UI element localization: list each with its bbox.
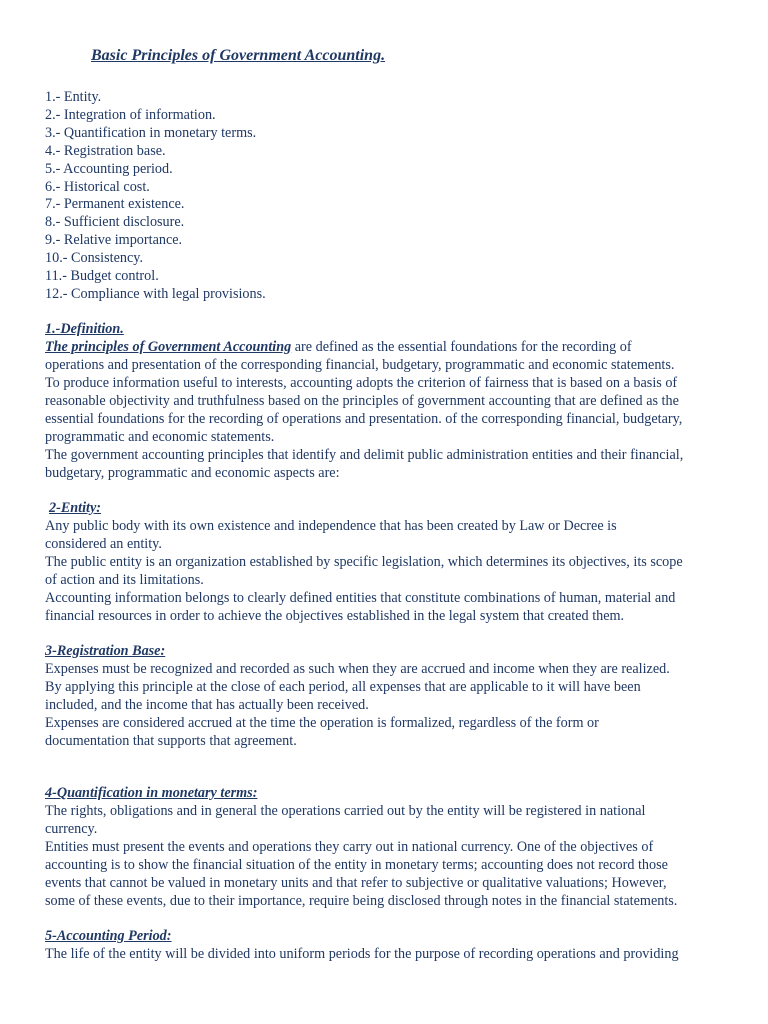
principles-list — [45, 89, 266, 304]
list-item: 1.- Entity. — [45, 89, 102, 105]
text-line: The rights, obligations and in general the operations carried out by the entity will be registered in national — [45, 803, 646, 819]
text-line: are defined as the essential foundations for the recording of — [291, 339, 632, 355]
accounting-period-section — [45, 927, 725, 963]
text-line: financial resources in order to achieve the objectives established in the legal system that created them. — [45, 608, 625, 624]
text-line: currency. — [45, 821, 98, 837]
list-item: 9.- Relative importance. — [45, 232, 183, 249]
list-item: 12.- Compliance with legal provisions. — [45, 285, 266, 302]
text-line: The government accounting principles that identify and delimit public administration entities and their financial, — [45, 447, 684, 463]
list-item: 2.- Integration of information. — [45, 106, 216, 123]
list-item: 7.- Permanent existence. — [45, 196, 185, 213]
text-line: accounting is to show the financial situation of the entity in monetary terms; accounting does not record those — [45, 857, 668, 873]
text-line: To produce information useful to interests, accounting adopts the criterion of fairness that is based on a basis of — [45, 375, 678, 391]
registration-heading: 3-Registration Base: — [45, 643, 166, 659]
quantification-section — [45, 784, 725, 910]
text-line: The public entity is an organization established by specific legislation, which determines its objectives, its scope — [45, 554, 683, 570]
quantification-paragraph — [45, 802, 725, 910]
list-item: 10.- Consistency. — [45, 250, 143, 267]
list-item: 3.- Quantification in monetary terms. — [45, 124, 257, 141]
text-line: essential foundations for the recording of operations and presentation. of the corresponding financial, budgetary, — [45, 411, 683, 427]
text-line: Accounting information belongs to clearly defined entities that constitute combinations of human, material and — [45, 590, 676, 606]
list-item: 8.- Sufficient disclosure. — [45, 214, 185, 231]
registration-paragraph — [45, 660, 725, 750]
text-line: considered an entity. — [45, 536, 162, 552]
definition-section — [45, 320, 725, 482]
quantification-heading: 4-Quantification in monetary terms: — [45, 785, 258, 801]
entity-heading: 2-Entity: — [49, 500, 102, 516]
text-line: included, and the income that has actually been received. — [45, 697, 369, 713]
definition-paragraph — [45, 338, 725, 482]
list-item: 4.- Registration base. — [45, 142, 166, 159]
list-item: 11.- Budget control. — [45, 268, 159, 285]
accounting-period-paragraph — [45, 945, 725, 963]
text-line: budgetary, programmatic and economic aspects are: — [45, 465, 340, 481]
text-line: of action and its limitations. — [45, 572, 204, 588]
definition-heading: 1.-Definition. — [45, 321, 124, 337]
text-line: Expenses must be recognized and recorded as such when they are accrued and income when they are realized. — [45, 661, 670, 677]
text-line: Entities must present the events and operations they carry out in national currency. One of the objectives of — [45, 839, 654, 855]
accounting-period-heading: 5-Accounting Period: — [45, 928, 172, 944]
text-line: programmatic and economic statements. — [45, 429, 275, 445]
text-line: events that cannot be valued in monetary units and that refer to subjective or qualitative valuations; However, — [45, 875, 667, 891]
text-line: some of these events, due to their importance, require being disclosed through notes in the financial statements. — [45, 893, 678, 909]
list-item: 6.- Historical cost. — [45, 178, 150, 195]
entity-section — [45, 499, 725, 625]
text-line: Expenses are considered accrued at the time the operation is formalized, regardless of the form or — [45, 715, 599, 731]
entity-paragraph — [45, 517, 725, 625]
text-line: Any public body with its own existence and independence that has been created by Law or Decree is — [45, 518, 617, 534]
document-title: Basic Principles of Government Accounting. — [91, 47, 386, 64]
text-line: reasonable objectivity and truthfulness based on the principles of government accounting that are defined as the — [45, 393, 679, 409]
list-item: 5.- Accounting period. — [45, 160, 173, 177]
text-line: The life of the entity will be divided into uniform periods for the purpose of recording operations and providing — [45, 946, 679, 962]
definition-emphasis: The principles of Government Accounting — [45, 339, 292, 355]
text-line: By applying this principle at the close of each period, all expenses that are applicable to it will have been — [45, 679, 641, 695]
text-line: operations and presentation of the corresponding financial, budgetary, programmatic and economic statements. — [45, 357, 675, 373]
registration-section — [45, 642, 725, 750]
text-line: documentation that supports that agreement. — [45, 733, 297, 749]
